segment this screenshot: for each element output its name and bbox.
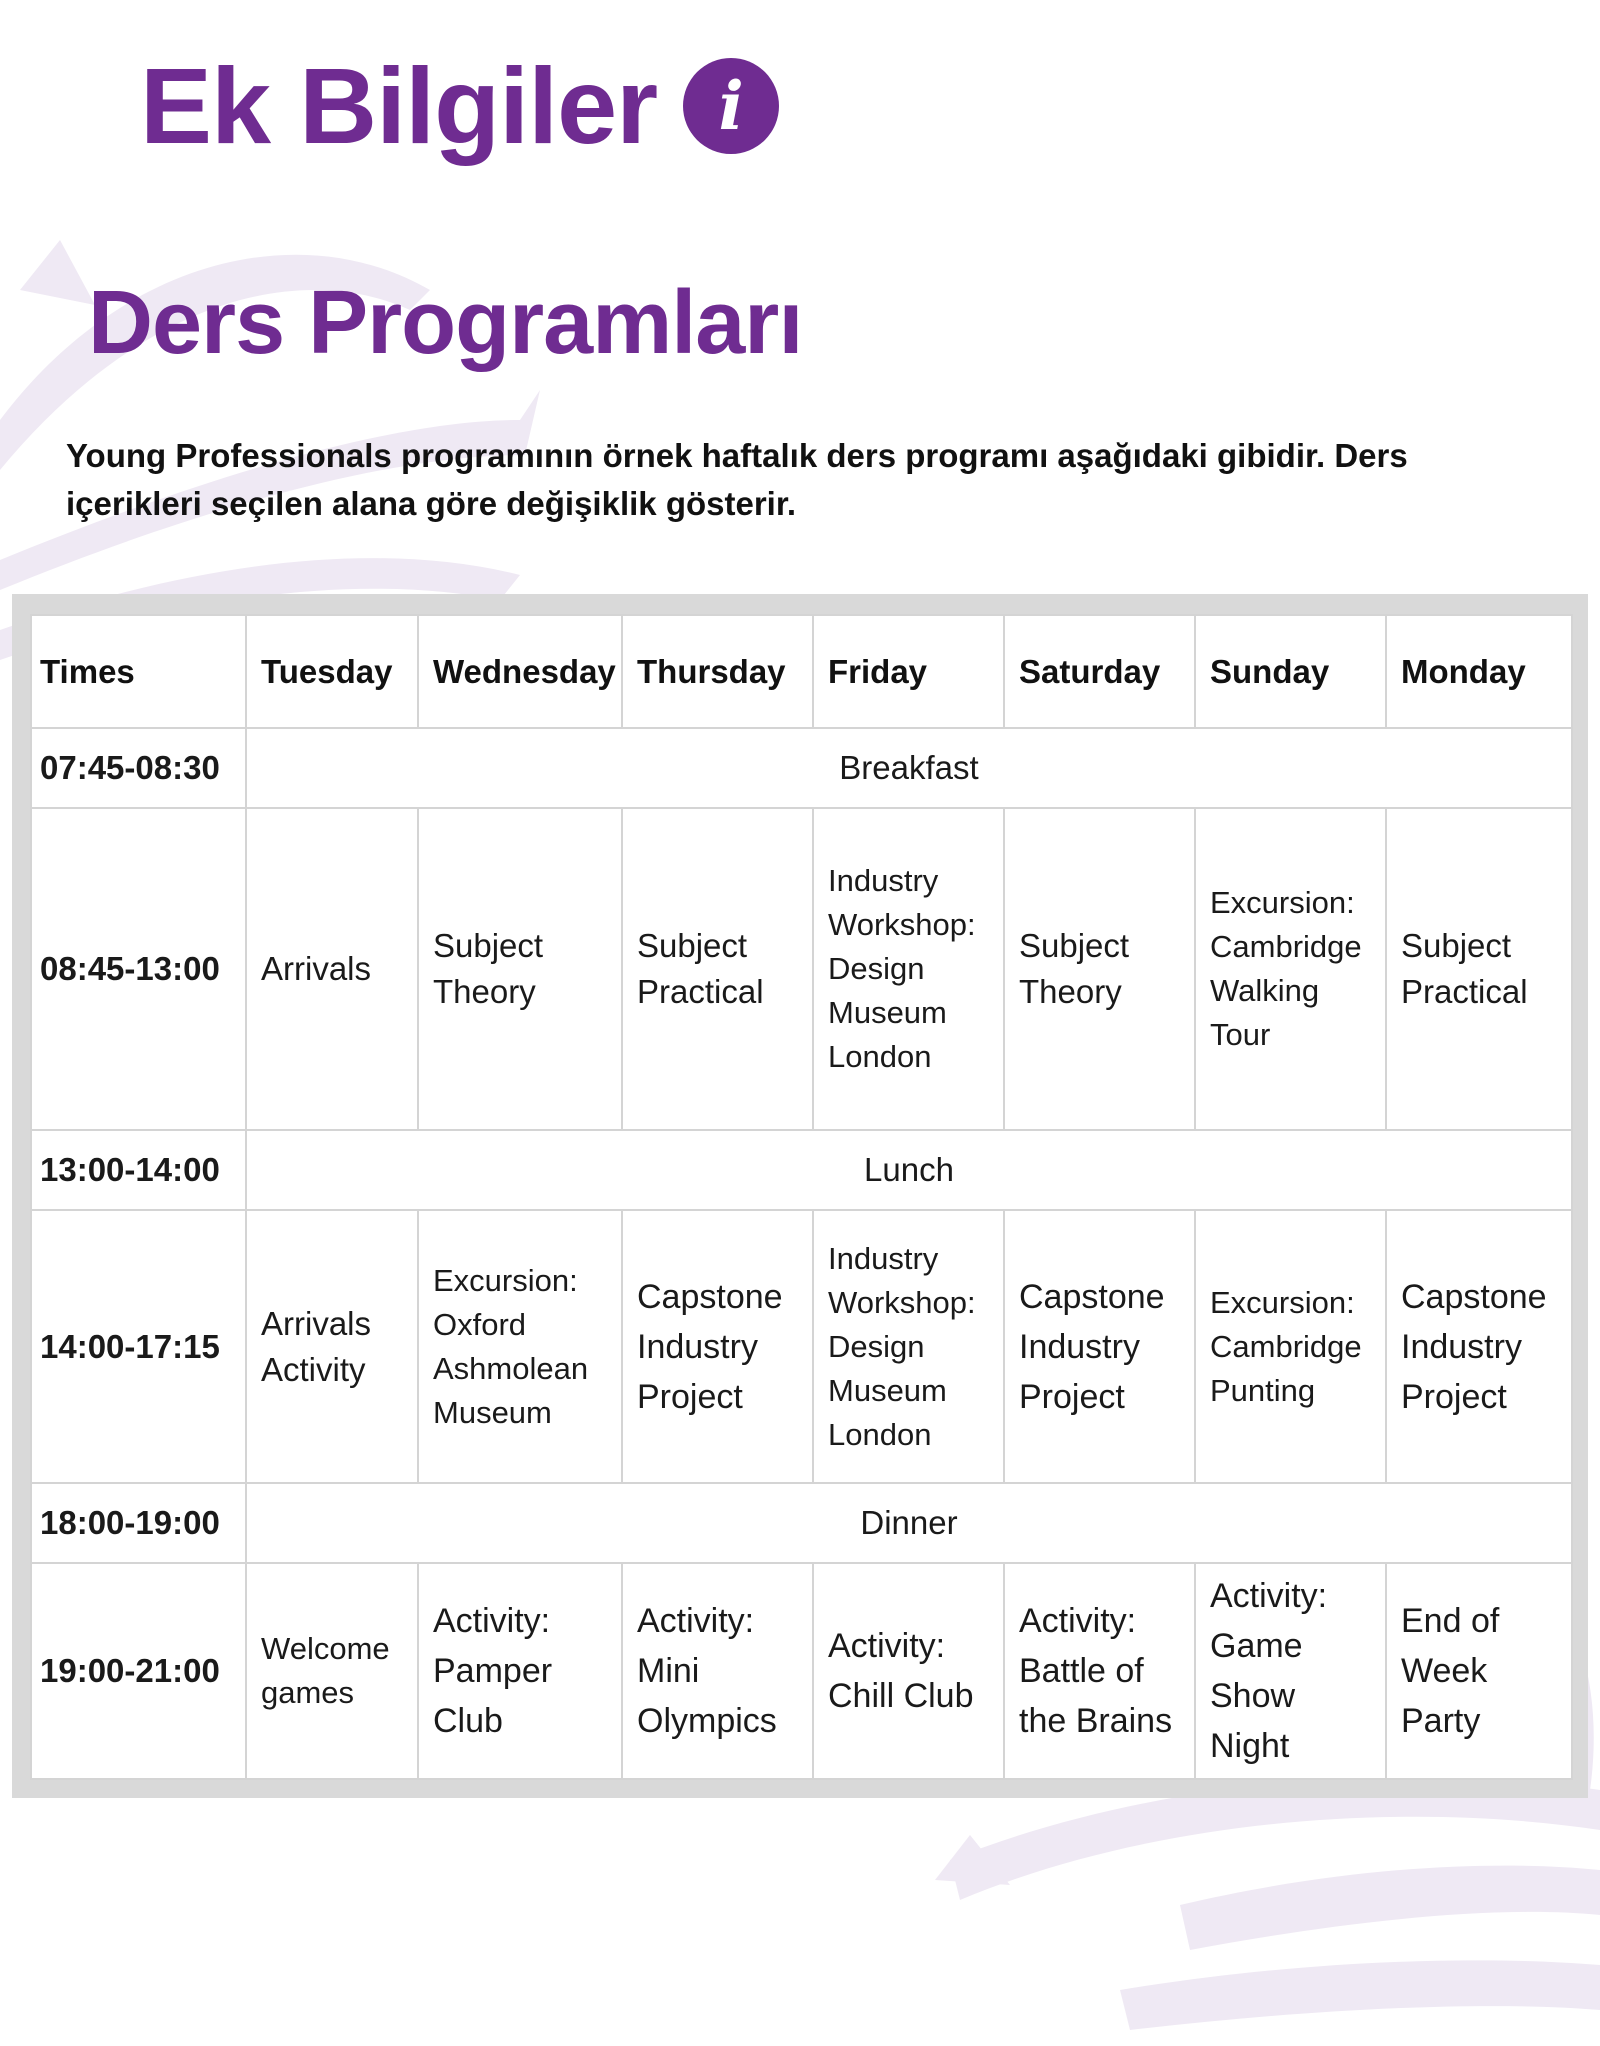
session-cell: Welcome games: [246, 1563, 418, 1779]
session-cell: Activity: Pamper Club: [418, 1563, 622, 1779]
session-cell: Excursion: Cambridge Walking Tour: [1195, 808, 1386, 1130]
table-row-breakfast: [31, 728, 1572, 808]
table-row-evening: [31, 1563, 1572, 1779]
session-cell: Arrivals: [246, 808, 418, 1130]
session-cell: Capstone Industry Project: [1386, 1210, 1572, 1483]
time-cell: 07:45-08:30: [31, 728, 246, 808]
session-cell: Subject Practical: [622, 808, 813, 1130]
header-sunday: Sunday: [1195, 615, 1386, 728]
session-cell: Activity: Chill Club: [813, 1563, 1004, 1779]
schedule-table-frame: [12, 594, 1588, 1798]
session-cell: Activity: Mini Olympics: [622, 1563, 813, 1779]
header-friday: Friday: [813, 615, 1004, 728]
table-header-row: [31, 615, 1572, 728]
table-row-lunch: [31, 1130, 1572, 1210]
page-title: Ek Bilgiler: [140, 45, 658, 166]
session-cell: Excursion: Cambridge Punting: [1195, 1210, 1386, 1483]
header-monday: Monday: [1386, 615, 1572, 728]
session-cell: End of Week Party: [1386, 1563, 1572, 1779]
section-title: Ders Programları: [88, 273, 803, 373]
time-cell: 18:00-19:00: [31, 1483, 246, 1563]
time-cell: 13:00-14:00: [31, 1130, 246, 1210]
meal-cell-breakfast: Breakfast: [246, 728, 1572, 808]
meal-cell-dinner: Dinner: [246, 1483, 1572, 1563]
table-row-dinner: [31, 1483, 1572, 1563]
header-tuesday: Tuesday: [246, 615, 418, 728]
info-icon: i: [683, 58, 779, 154]
header-saturday: Saturday: [1004, 615, 1195, 728]
session-cell: Industry Workshop: Design Museum London: [813, 808, 1004, 1130]
session-cell: Arrivals Activity: [246, 1210, 418, 1483]
header-wednesday: Wednesday: [418, 615, 622, 728]
session-cell: Industry Workshop: Design Museum London: [813, 1210, 1004, 1483]
session-cell: Activity: Battle of the Brains: [1004, 1563, 1195, 1779]
schedule-table: [30, 614, 1573, 1780]
time-cell: 19:00-21:00: [31, 1563, 246, 1779]
session-cell: Capstone Industry Project: [1004, 1210, 1195, 1483]
session-cell: Excursion: Oxford Ashmolean Museum: [418, 1210, 622, 1483]
time-cell: 08:45-13:00: [31, 808, 246, 1130]
header-thursday: Thursday: [622, 615, 813, 728]
table-row-afternoon: [31, 1210, 1572, 1483]
session-cell: Subject Theory: [418, 808, 622, 1130]
intro-paragraph: Young Professionals programının örnek haftalık ders programı aşağıdaki gibidir. Ders içerikleri seçilen alana göre değişiklik gösterir.: [66, 437, 1408, 522]
time-cell: 14:00-17:15: [31, 1210, 246, 1483]
meal-cell-lunch: Lunch: [246, 1130, 1572, 1210]
session-cell: Subject Practical: [1386, 808, 1572, 1130]
header-times: Times: [31, 615, 246, 728]
session-cell: Subject Theory: [1004, 808, 1195, 1130]
header: [140, 45, 779, 166]
session-cell: Capstone Industry Project: [622, 1210, 813, 1483]
session-cell: Activity: Game Show Night: [1195, 1563, 1386, 1779]
table-row-morning: [31, 808, 1572, 1130]
